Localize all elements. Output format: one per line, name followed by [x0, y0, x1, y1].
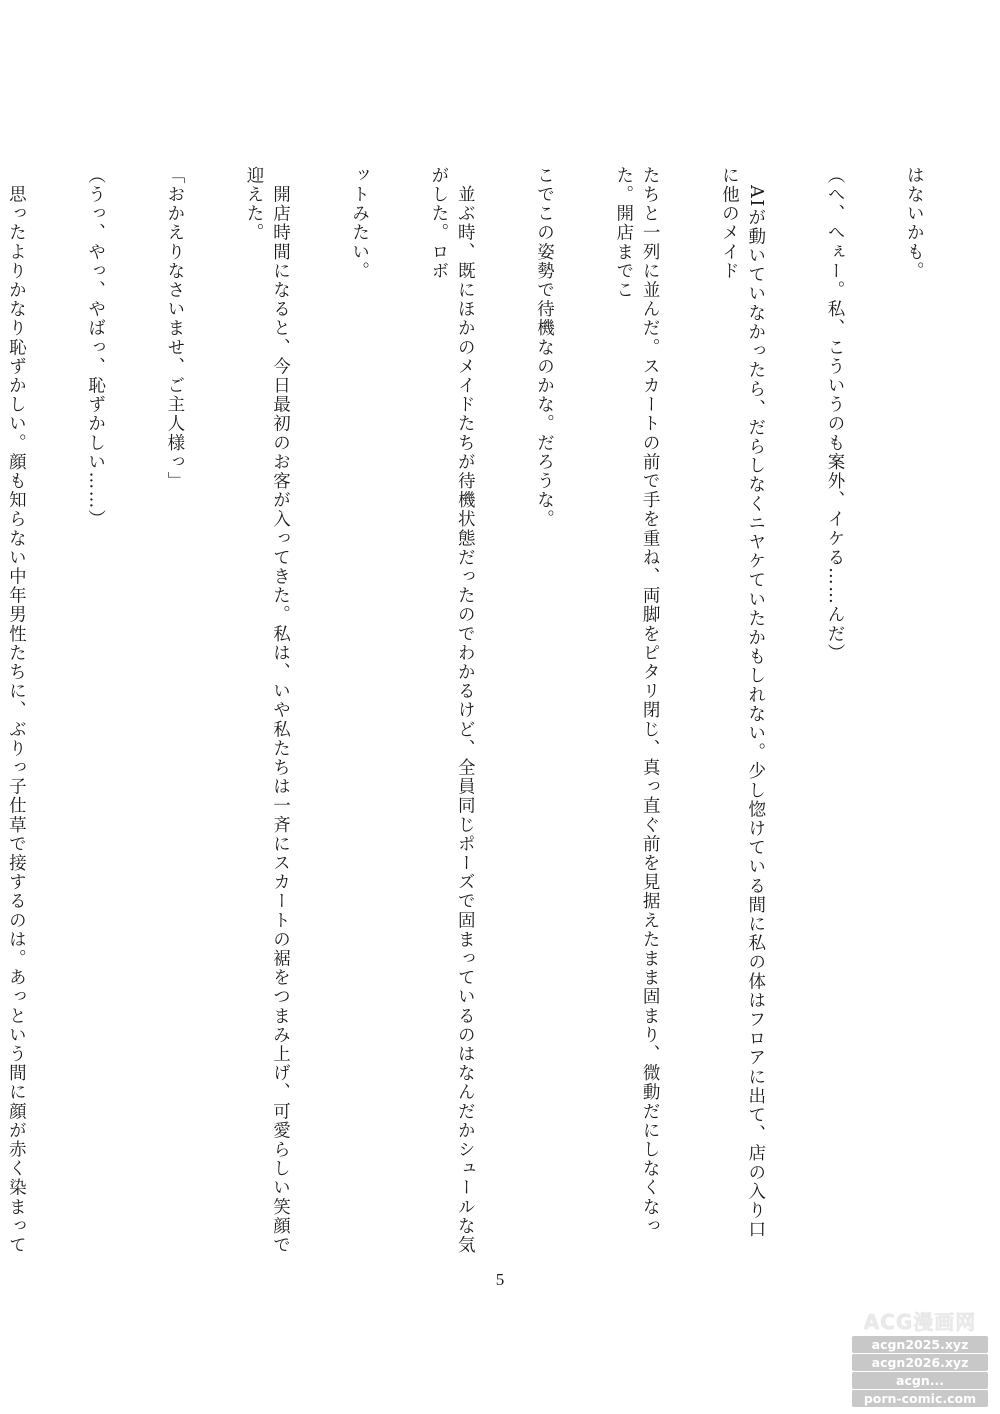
novel-body-text [6, 166, 980, 1256]
watermark-logo: ACG漫画网 [863, 1310, 977, 1334]
text-line: 「おかえりなさいませ、ご主人様っ」 [164, 166, 185, 491]
text-line: 並ぶ時、既にほかのメイドたちが待機状態だったのでわかるけど、全員同じポーズで固まっているのはなんだかシュールな気がした。ロボ [428, 166, 476, 1255]
text-line: （うっ、やっ、やばっ、恥ずかしい……） [85, 166, 106, 529]
watermark-url: porn-comic.com [852, 1390, 988, 1407]
text-line: はないかも。 [904, 166, 925, 281]
site-watermark [850, 1306, 990, 1408]
text-line: たちと一列に並んだ。スカートの前で手を重ね、両脚をピタリ閉じ、真っ直ぐ前を見据えたまま固まり、微動だにしなくなった。開店までこ [613, 166, 661, 1236]
text-line: AIが動いていなかったら、だらしなくニヤケていたかもしれない。少し惚けている間に私の体はフロアに出て、店の入り口に他のメイド [719, 166, 766, 1240]
watermark-url: acgn2026.xyz [852, 1354, 988, 1371]
text-line: （へ、へぇー。私、こういうのも案外、イケる……んだ） [824, 166, 845, 663]
page-number: 5 [495, 1270, 505, 1289]
text-line: 思ったよりかなり恥ずかしい。顔も知らない中年男性たちに、ぶりっ子仕草で接するのは。あっという間に顔が赤く染まって [6, 185, 27, 1255]
text-line: ットみたい。 [349, 166, 370, 281]
text-line: こでこの姿勢で待機なのかな。だろうな。 [534, 166, 555, 529]
text-line: 開店時間になると、今日最初のお客が入ってきた。私は、いや私たちは一斉にスカートの裾をつまみ上げ、可愛らしい笑顔で迎えた。 [244, 166, 291, 1255]
watermark-url: acgn... [852, 1372, 988, 1389]
watermark-url: acgn2025.xyz [852, 1336, 988, 1353]
